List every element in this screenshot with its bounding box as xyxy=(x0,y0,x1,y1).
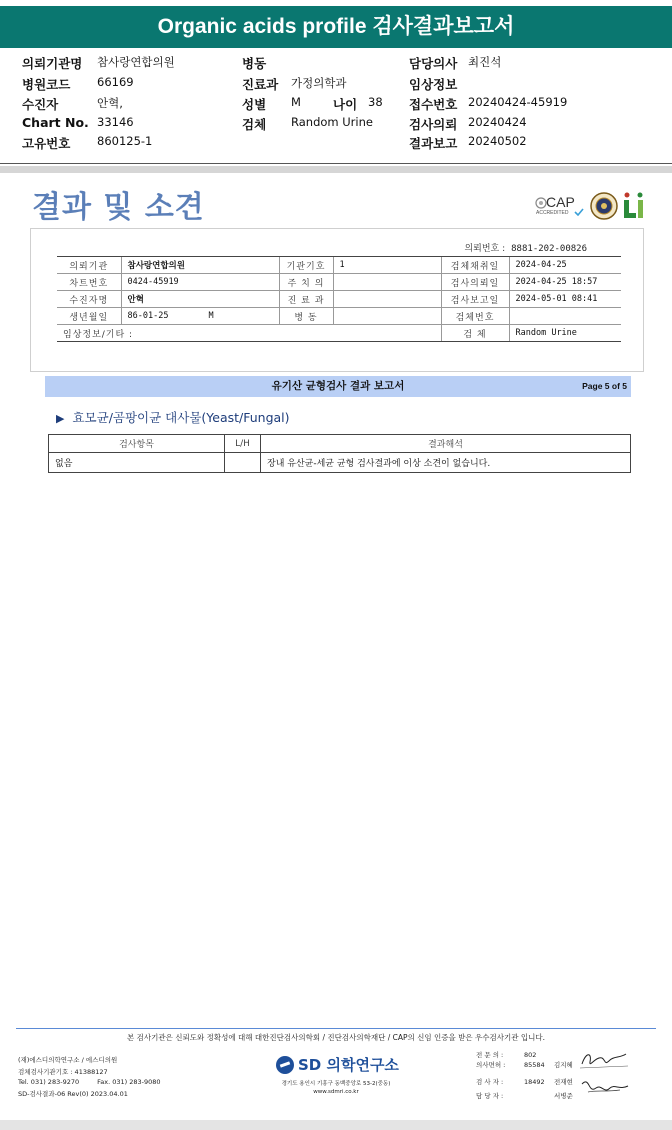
info-key: 주 치 의 xyxy=(279,274,333,291)
header-label: Chart No. xyxy=(22,115,89,130)
footer-code: 검체검사기관기호 : 41388127 xyxy=(18,1068,108,1076)
check-icon xyxy=(574,208,584,216)
header-value: M xyxy=(291,95,301,109)
info-value: 안혁 xyxy=(121,291,279,308)
header-label: 고유번호 xyxy=(22,136,71,151)
info-key: 차트번호 xyxy=(57,274,121,291)
info-value: 2024-04-25 18:57 xyxy=(509,274,621,291)
sex-value: M xyxy=(208,311,214,321)
column-header: L/H xyxy=(225,435,261,453)
header-label: 나이 xyxy=(333,97,358,112)
column-header: 결과해석 xyxy=(261,435,631,453)
info-value xyxy=(333,308,441,325)
header-label: 의뢰기관명 xyxy=(22,56,83,71)
header-label: 병원코드 xyxy=(22,77,71,92)
info-value xyxy=(509,308,621,325)
footer-divider xyxy=(16,1028,656,1029)
table-row xyxy=(49,453,631,473)
request-number xyxy=(464,241,587,254)
info-key: 병 동 xyxy=(279,308,333,325)
info-value xyxy=(333,291,441,308)
info-value xyxy=(121,308,279,325)
staff-row xyxy=(476,1077,573,1086)
info-value xyxy=(333,274,441,291)
report-section-band xyxy=(45,376,631,397)
info-key: 수진자명 xyxy=(57,291,121,308)
footer-tel: Tel. 031) 283-9270 xyxy=(18,1078,80,1086)
staff-role: 의사면허 : xyxy=(476,1061,506,1069)
header-label: 접수번호 xyxy=(409,97,458,112)
band-title: 유기산 균형검사 결과 보고서 xyxy=(271,380,405,392)
staff-name: 김지혜 xyxy=(554,1061,573,1069)
footer-form-id: SD-검사결과-06 Rev(0) 2023.04.01 xyxy=(18,1090,128,1098)
info-key: 진 료 과 xyxy=(279,291,333,308)
signature-image xyxy=(576,1046,634,1074)
subsection-title xyxy=(56,408,290,426)
page-indicator: Page 5 of 5 xyxy=(582,381,627,391)
header-divider xyxy=(0,163,672,164)
staff-role: 검 사 자 : xyxy=(476,1078,504,1086)
result-interpretation: 장내 유산균-세균 균형 검사결과에 이상 소견이 없습니다. xyxy=(261,453,631,473)
staff-row xyxy=(476,1091,573,1100)
table-row xyxy=(57,291,621,308)
header-value: 66169 xyxy=(97,75,134,89)
staff-name: 서병준 xyxy=(554,1092,573,1100)
result-lh xyxy=(225,453,261,473)
footer-accreditation-note: 본 검사기관은 신뢰도와 정확성에 대해 대한진단검사의학회 / 진단검사의학재단 / CAP의 신임 인증을 받은 우수검사기관 입니다. xyxy=(127,1033,545,1042)
info-key: 기관기호 xyxy=(279,257,333,274)
info-key: 임상정보/기타 : xyxy=(57,325,441,342)
table-row xyxy=(57,325,621,342)
header-value: 38 xyxy=(368,95,383,109)
staff-role: 전 문 의 : xyxy=(476,1051,504,1059)
birthdate-value: 86-01-25 xyxy=(127,311,169,321)
info-value: 2024-04-25 xyxy=(509,257,621,274)
header-value: 참사랑연합의원 xyxy=(97,55,175,69)
staff-id: 802 xyxy=(524,1051,537,1059)
header-label: 결과보고 xyxy=(409,136,458,151)
lti-logo xyxy=(622,192,646,220)
info-key: 의뢰기관 xyxy=(57,257,121,274)
sd-logo-text: SD 의학연구소 xyxy=(298,1056,399,1074)
cap-accredited-text: ACCREDITED xyxy=(536,210,569,216)
header-value: 860125-1 xyxy=(97,134,153,148)
specimen-info-table xyxy=(57,256,621,342)
header-label: 임상정보 xyxy=(409,77,458,92)
staff-id: 18492 xyxy=(524,1078,545,1086)
triangle-bullet-icon: ▶ xyxy=(56,412,65,425)
specimen-info-box xyxy=(30,228,644,372)
info-key: 검체번호 xyxy=(441,308,509,325)
signature-image xyxy=(576,1072,634,1100)
info-value: 참사랑연합의원 xyxy=(121,257,279,274)
info-value: 0424-45919 xyxy=(121,274,279,291)
staff-row xyxy=(476,1060,573,1069)
result-item: 없음 xyxy=(49,453,225,473)
results-table xyxy=(48,434,631,473)
section-heading: 결과 및 소견 xyxy=(32,190,205,225)
header-label: 검사의뢰 xyxy=(409,117,458,132)
staff-row xyxy=(476,1050,554,1059)
header-label: 진료과 xyxy=(242,77,279,92)
header-label: 검체 xyxy=(242,117,267,132)
accreditation-seal-icon xyxy=(590,192,618,220)
footer-website: www.sdmri.co.kr xyxy=(313,1089,359,1095)
info-key: 검사의뢰일 xyxy=(441,274,509,291)
info-key: 검체채취일 xyxy=(441,257,509,274)
footer-org: (재)에스디의학연구소 / 에스디의원 xyxy=(18,1056,118,1064)
header-label: 성별 xyxy=(242,97,267,112)
staff-role: 담 당 자 : xyxy=(476,1092,504,1100)
footer-fax: Fax. 031) 283-9080 xyxy=(97,1078,161,1086)
header-value: 20240502 xyxy=(468,134,527,148)
info-key: 생년월일 xyxy=(57,308,121,325)
request-number-label: 의뢰번호 : xyxy=(464,244,506,254)
header-value: 20240424 xyxy=(468,115,527,129)
info-value: Random Urine xyxy=(509,325,621,342)
staff-id: 85584 xyxy=(524,1061,545,1069)
bottom-shade xyxy=(0,1120,672,1130)
header-value: 가정의학과 xyxy=(291,76,347,90)
table-row xyxy=(57,257,621,274)
lti-logo-icon xyxy=(622,192,646,220)
header-value: 33146 xyxy=(97,115,134,129)
cap-logo xyxy=(534,194,586,220)
header-value: 안혁, xyxy=(97,96,123,110)
staff-name: 전재현 xyxy=(554,1078,573,1086)
cap-logo-text: CAP xyxy=(546,194,575,210)
column-header: 검사항목 xyxy=(49,435,225,453)
request-number-value: 8881-202-00826 xyxy=(511,244,587,254)
header-label: 수진자 xyxy=(22,97,59,112)
header-value: 최진석 xyxy=(468,55,502,69)
footer-address: 경기도 용인시 기흥구 동백중앙로 53-2(중동) xyxy=(281,1081,391,1087)
header-label: 담당의사 xyxy=(409,56,458,71)
header-shade xyxy=(0,166,672,173)
table-row xyxy=(57,274,621,291)
sd-logo-icon xyxy=(276,1056,294,1074)
info-value: 2024-05-01 08:41 xyxy=(509,291,621,308)
info-key: 검사보고일 xyxy=(441,291,509,308)
table-header-row xyxy=(49,435,631,453)
info-value: 1 xyxy=(333,257,441,274)
info-key: 검 체 xyxy=(441,325,509,342)
subsection-title-text: 효모균/곰팡이균 대사물(Yeast/Fungal) xyxy=(72,410,290,425)
header-value: Random Urine xyxy=(291,115,373,129)
table-row xyxy=(57,308,621,325)
header-label: 병동 xyxy=(242,56,267,71)
report-title: Organic acids profile 검사결과보고서 xyxy=(0,6,672,48)
header-value: 20240424-45919 xyxy=(468,95,568,109)
